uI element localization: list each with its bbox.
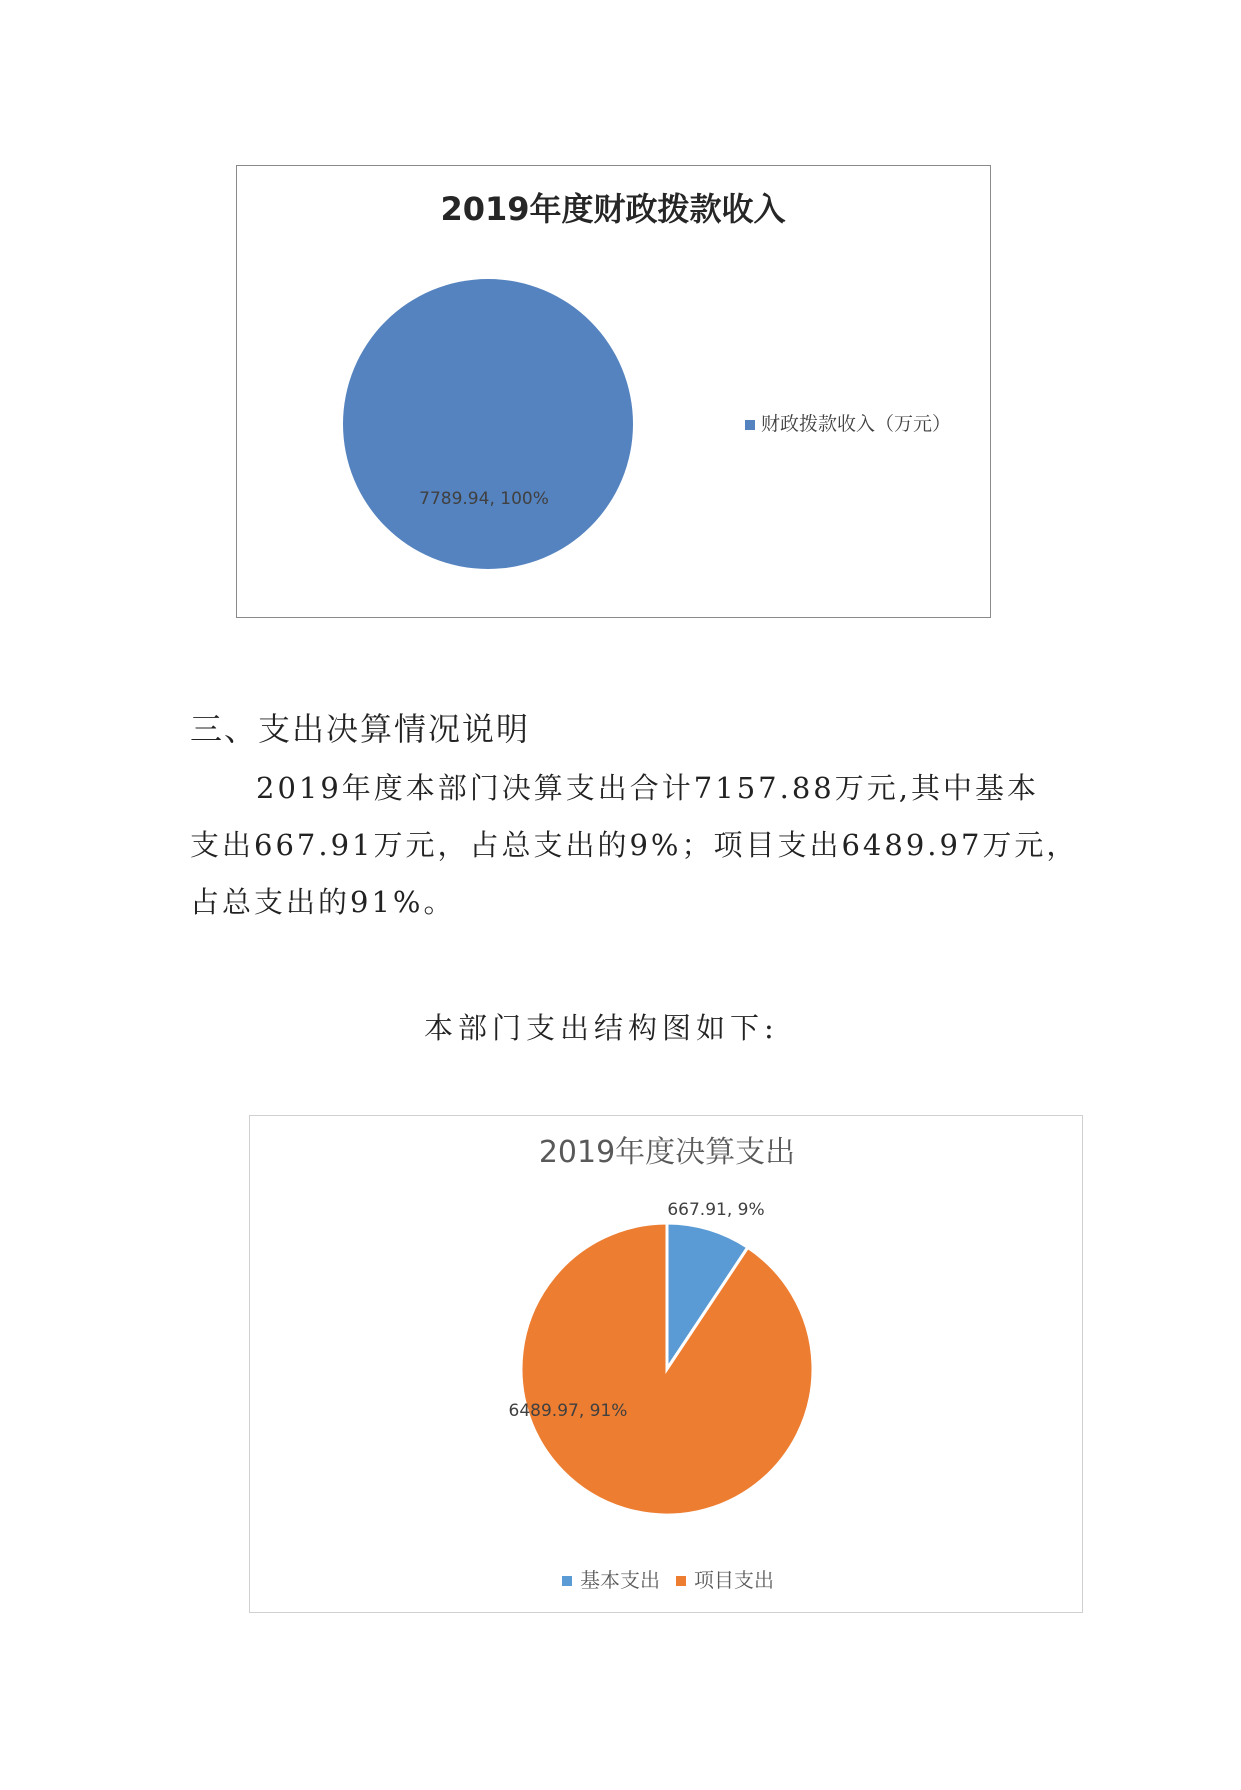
chart-title: 2019年度决算支出 — [538, 1135, 796, 1170]
chart-caption: 本部门支出结构图如下: — [424, 1011, 779, 1045]
pie-slice-fiscal-income — [343, 279, 633, 569]
data-label-project: 6489.97, 91% — [508, 1401, 628, 1421]
legend-swatch-project — [676, 1576, 686, 1586]
section-heading: 三、支出决算情况说明 — [190, 710, 531, 748]
fiscal-income-chart — [236, 165, 991, 618]
legend-swatch — [745, 420, 755, 430]
paragraph-line: 占总支出的91%。 — [190, 885, 456, 919]
pie-slice-project — [521, 1223, 813, 1515]
data-label-basic: 667.91, 9% — [667, 1200, 765, 1220]
fiscal-income-pie-svg — [237, 166, 992, 619]
paragraph-line: 2019年度本部门决算支出合计7157.88万元,其中基本 — [256, 771, 1039, 805]
expenditure-chart — [249, 1115, 1083, 1613]
chart-title: 2019年度财政拨款收入 — [440, 190, 786, 228]
legend-item-project: 项目支出 — [694, 1568, 774, 1592]
explanation-paragraph — [190, 760, 1079, 931]
legend-swatch-basic — [562, 1576, 572, 1586]
expenditure-pie-svg — [250, 1116, 1084, 1614]
data-label: 7789.94, 100% — [419, 489, 549, 509]
legend-item: 财政拨款收入（万元） — [761, 413, 952, 435]
legend-item-basic: 基本支出 — [580, 1568, 660, 1592]
paragraph-line: 支出667.91万元，占总支出的9%；项目支出6489.97万元， — [190, 828, 1079, 862]
